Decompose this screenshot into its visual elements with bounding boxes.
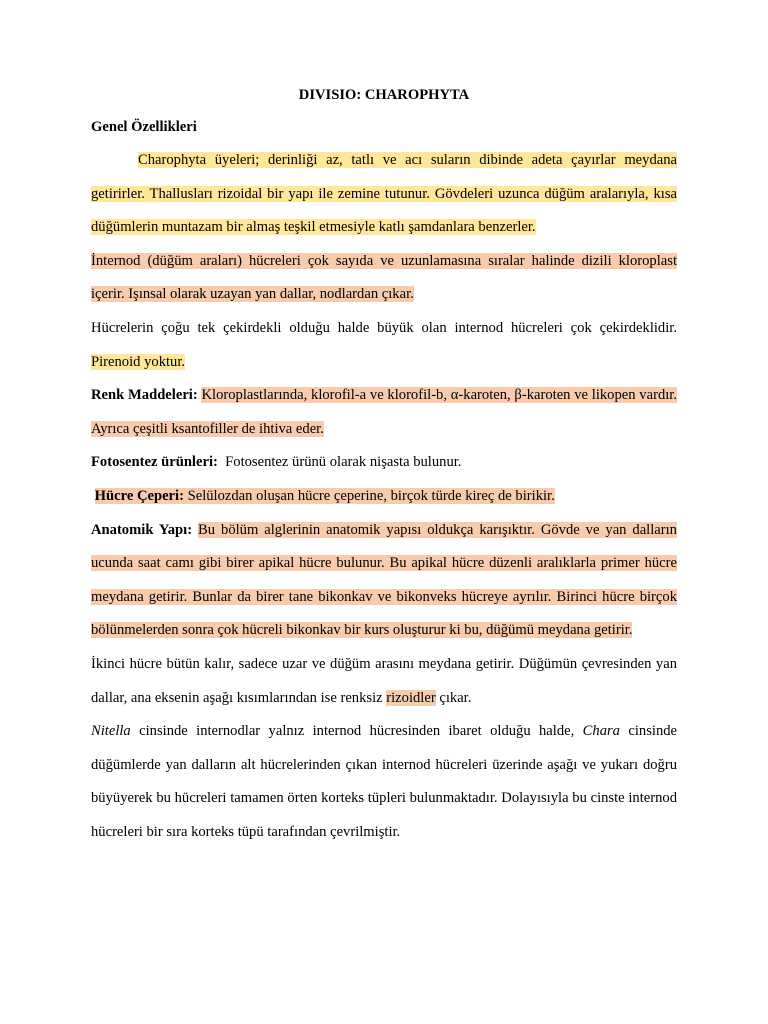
genus-name: Chara: [582, 723, 620, 740]
highlighted-text: Pirenoid yoktur.: [91, 353, 186, 370]
genus-name: Nitella: [91, 723, 131, 740]
highlighted-text: Bu bölüm alglerinin anatomik yapısı oldukça karışıktır. Gövde ve yan dalların ucunda saat camı gibi birer apikal hücre bulunur. Bu apikal hücre düzenli aralıklarla primer hücre meydana getirir. Bunlar da birer tane bikonkav ve bikonveks hücreye ayrılır. Birinci hücre birçok bölünmelerden sonra çok hücreli bikonkav bir kurs oluşturur ki bu, düğümü meydana getirir.: [91, 521, 677, 639]
highlighted-text: İnternod (düğüm araları) hücreleri çok sayıda ve uzunlamasına sıralar halinde dizili kloroplast içerir. Işınsal olarak uzayan yan dallar, nodlardan çıkar.: [91, 252, 677, 303]
paragraph-cell-wall: [91, 480, 677, 514]
paragraph-internod: [91, 245, 677, 312]
plain-text: Hücrelerin çoğu tek çekirdekli olduğu halde büyük olan internod hücreleri çok çekirdeklidir.: [91, 319, 677, 336]
paragraph-nuclei: [91, 312, 677, 379]
section-heading: Genel Özellikleri: [91, 119, 197, 135]
highlighted-text: Selülozdan oluşan hücre çeperine, birçok türde kireç de birikir.: [187, 487, 555, 504]
paragraph-second-cell: [91, 648, 677, 715]
paragraph-pigments: [91, 379, 677, 446]
document-title: DIVISIO: CHAROPHYTA: [298, 87, 470, 103]
paragraph-photosynthesis: [91, 446, 677, 480]
pigments-label: Renk Maddeleri:: [91, 387, 198, 404]
paragraph-genera: [91, 715, 677, 849]
paragraph-anatomy: [91, 514, 677, 648]
plain-text: Fotosentez ürünü olarak nişasta bulunur.: [225, 454, 462, 471]
plain-text: İkinci hücre bütün kalır, sadece uzar ve düğüm arasını meydana getirir. Düğümün çevresinden yan dallar, ana eksenin aşağı kısımlarından ise renksiz: [91, 655, 677, 706]
plain-text: çıkar.: [439, 689, 472, 706]
highlighted-text: rizoidler: [386, 689, 436, 706]
document-body: [91, 84, 677, 849]
anatomy-label: Anatomik Yapı:: [91, 521, 193, 538]
plain-text: cinsinde düğümlerde yan dalların alt hücrelerinden çıkan internod hücreleri üzerinde aşağı ve yukarı doğru büyüyerek bu hücreleri tamamen örten korteks tüpleri bulunmaktadır. Dolayısıyla bu cinste internod hücreleri bir sıra korteks tüpü tarafından çevrilmiştir.: [91, 723, 678, 840]
plain-text: cinsinde internodlar yalnız internod hücresinden ibaret olduğu halde,: [139, 723, 575, 740]
highlighted-text: Kloroplastlarında, klorofil-a ve klorofil-b, α-karoten, β-karoten ve likopen vardır. Ayrıca çeşitli ksantofiller de ihtiva eder.: [91, 387, 677, 437]
photosynthesis-label: Fotosentez ürünleri:: [91, 454, 218, 471]
paragraph-description: [91, 144, 677, 245]
cell-wall-label: Hücre Çeperi:: [94, 487, 184, 504]
highlighted-text: Charophyta üyeleri; derinliği az, tatlı ve acı suların dibinde adeta çayırlar meydana getirirler. Thallusları rizoidal bir yapı ile zemine tutunur. Gövdeleri uzunca düğüm aralarıyla, kısa düğümlerin muntazam bir almaş teşkil etmesiyle katlı şamdanlara benzerler.: [91, 152, 677, 236]
